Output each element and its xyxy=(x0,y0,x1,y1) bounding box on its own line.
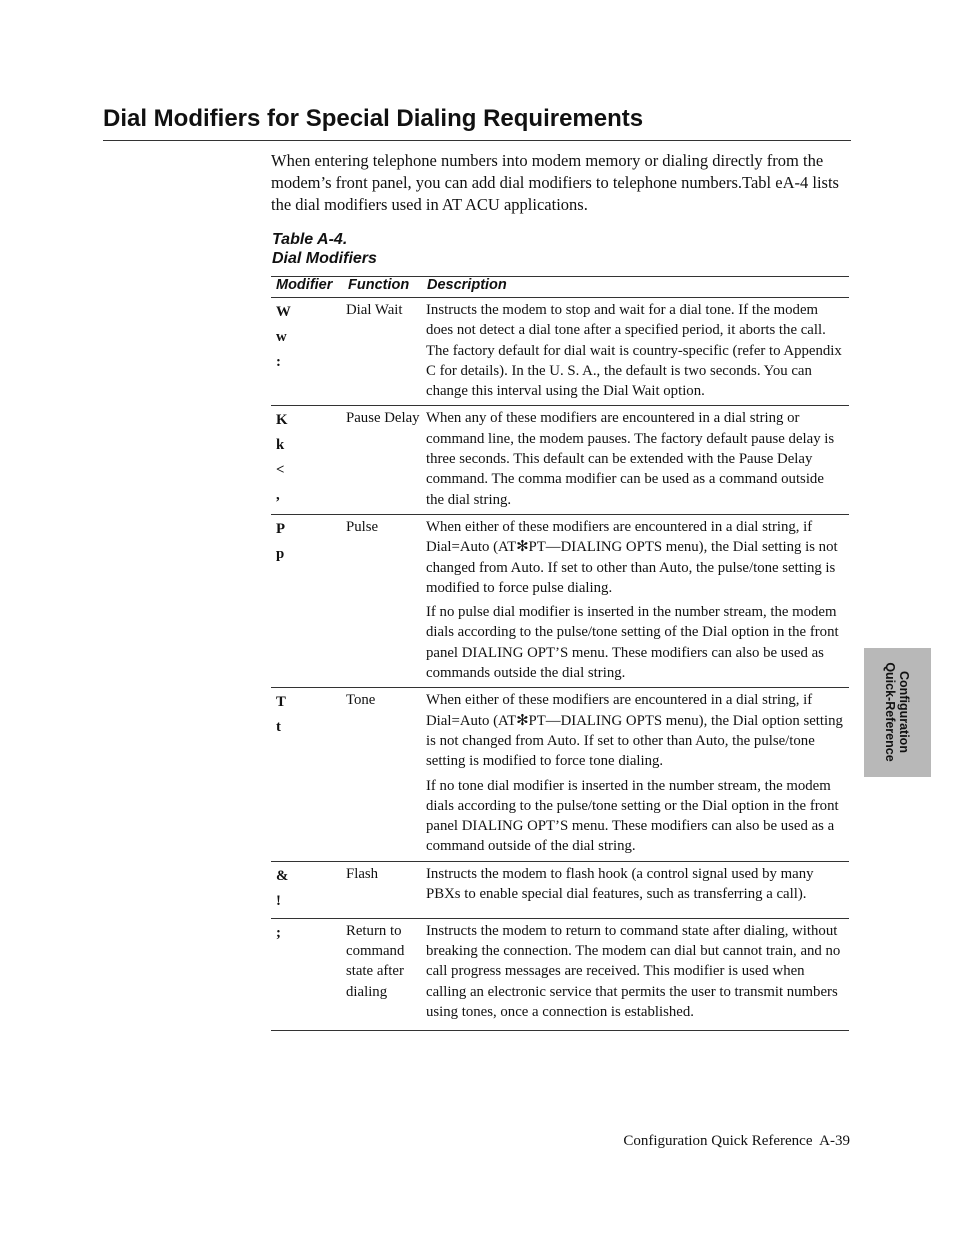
function-cell: Pulse xyxy=(344,514,424,687)
section-side-tab xyxy=(864,648,931,777)
description-paragraph: Instructs the modem to return to command state after dialing, without breaking the connection. The modem can dial but cannot train, and no call progress messages are received. This modifier is used when calling an electronic service that permits the user to transmit numbers using tones, once a connection is established. xyxy=(426,922,841,1020)
modifier-cell xyxy=(271,688,344,861)
modifier-symbol: , xyxy=(276,487,280,504)
table-row xyxy=(271,688,849,861)
description-paragraph: If no tone dial modifier is inserted in the number stream, the modem dials according to the pulse/tone setting or the Dial option in the front panel DIALING OPT’S menu. These modifiers can also be used as a command outside of the dial string. xyxy=(426,777,839,855)
header-modifier: Modifier xyxy=(271,277,344,298)
function-cell: Pause Delay xyxy=(344,406,424,514)
table-row xyxy=(271,406,849,514)
description-paragraph: Instructs the modem to flash hook (a control signal used by many PBXs to enable special dial features, such as transferring a call). xyxy=(426,865,814,903)
modifier-cell xyxy=(271,406,344,514)
modifier-symbol: ! xyxy=(276,892,281,909)
description-cell xyxy=(424,861,849,918)
description-paragraph: Instructs the modem to stop and wait for a dial tone. If the modem does not detect a dial tone after a specified period, it aborts the call. The factory default for dial wait is country-specific (refer to Appendix C for details). In the U. S. A., the default is two seconds. You can change this interval using the Dial Wait option. xyxy=(426,302,842,400)
modifier-symbol: < xyxy=(276,462,285,479)
modifier-symbol: p xyxy=(276,545,285,562)
modifier-symbol: & xyxy=(276,867,289,884)
modifier-symbol: w xyxy=(276,329,287,345)
description-cell xyxy=(424,688,849,861)
modifier-symbol: ; xyxy=(276,924,281,941)
description-cell xyxy=(424,514,849,687)
description-paragraph: When either of these modifiers are encountered in a dial string, if Dial=Auto (AT✻PT—DIALING OPTS menu), the Dial setting is not changed from Auto. If set to other than Auto, the pulse/tone setting is modified to force pulse dialing. xyxy=(426,518,838,596)
table-row xyxy=(271,861,849,918)
function-cell: Dial Wait xyxy=(344,298,424,406)
dial-modifiers-table xyxy=(271,276,849,1031)
description-cell xyxy=(424,406,849,514)
table-row xyxy=(271,298,849,406)
modifier-symbol: t xyxy=(276,719,281,736)
function-cell: Tone xyxy=(344,688,424,861)
table-caption xyxy=(272,230,377,268)
page-title: Dial Modifiers for Special Dialing Requirements xyxy=(103,104,851,141)
modifier-symbol: : xyxy=(276,354,281,370)
modifier-symbol: k xyxy=(276,437,285,454)
description-paragraph: When either of these modifiers are encountered in a dial string, if Dial=Auto (AT✻PT—DIALING OPTS menu), the Dial option setting is not changed from Auto. If set to other than Auto, the pulse/tone setting is modified to force tone dialing. xyxy=(426,692,843,770)
table-row xyxy=(271,918,849,1030)
function-cell: Flash xyxy=(344,861,424,918)
table-caption-title: Dial Modifiers xyxy=(272,250,377,267)
modifier-cell xyxy=(271,861,344,918)
modifier-cell xyxy=(271,514,344,687)
modifier-symbol: K xyxy=(276,412,288,429)
description-cell xyxy=(424,918,849,1030)
side-tab-line: Configuration xyxy=(897,671,911,753)
table-header-row xyxy=(271,277,849,298)
description-cell xyxy=(424,298,849,406)
side-tab-label xyxy=(883,662,911,761)
description-paragraph: When any of these modifiers are encountered in a dial string or command line, the modem pauses. The factory default pause delay is three seconds. This default can be extended with the Pause Delay command. The comma modifier can be used as a command outside the dial string. xyxy=(426,410,835,508)
modifier-cell xyxy=(271,918,344,1030)
description-paragraph: If no pulse dial modifier is inserted in the number stream, the modem dials according to the pulse/tone setting of the Dial option in the front panel DIALING OPT’S menu. These modifiers can also be used as commands outside the dial string. xyxy=(426,604,839,682)
function-cell: Return to command state after dialing xyxy=(344,918,424,1030)
header-description: Description xyxy=(424,277,849,298)
modifier-cell xyxy=(271,298,344,406)
table-row xyxy=(271,514,849,687)
header-function: Function xyxy=(344,277,424,298)
table-caption-number: Table A-4. xyxy=(272,231,348,248)
modifier-symbol: W xyxy=(276,304,291,320)
page-footer: Configuration Quick Reference A-39 xyxy=(623,1133,850,1149)
intro-paragraph: When entering telephone numbers into modem memory or dialing directly from the modem’s front panel, you can add dial modifiers to telephone numbers.Tabl eA-4 lists the dial modifiers used in AT ACU applications. xyxy=(271,151,839,214)
modifier-symbol: T xyxy=(276,694,286,711)
side-tab-line: Quick-Reference xyxy=(883,662,897,762)
modifier-symbol: P xyxy=(276,520,286,537)
